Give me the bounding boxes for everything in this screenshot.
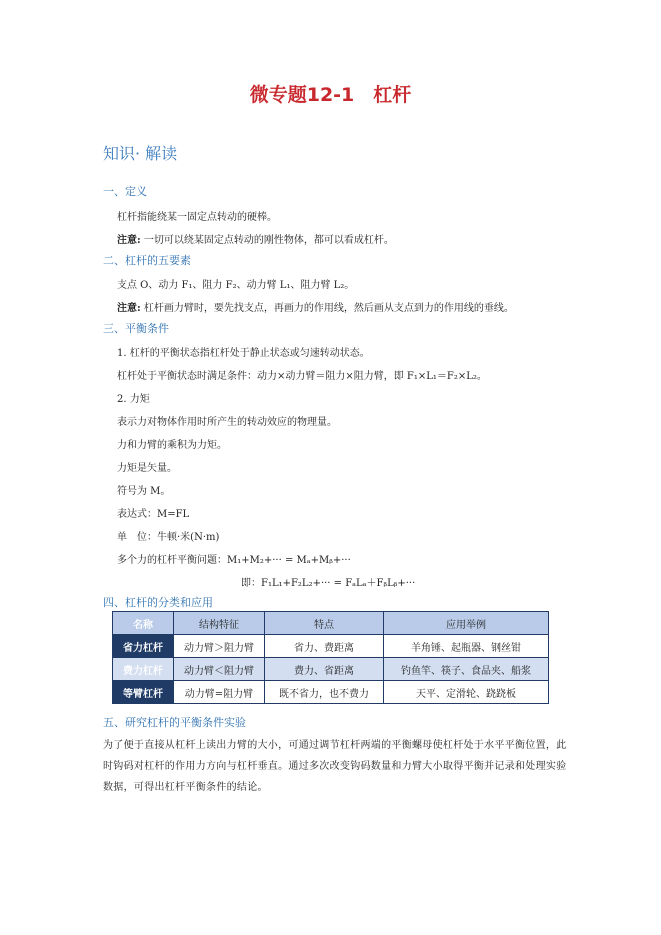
table-header-row	[113, 612, 549, 635]
balance-line: 即：F₁L₁+F₂L₂+··· = FₐLₐ＋FᵦLᵦ+···	[241, 578, 416, 589]
section-subtitle: 知识· 解读	[103, 144, 178, 163]
balance-line: 单 位：牛顿·米(N·m)	[117, 532, 220, 543]
table-row	[113, 658, 549, 681]
table-cell: 天平、定滑轮、跷跷板	[384, 681, 549, 704]
heading-experiment: 五、研究杠杆的平衡条件实验	[103, 716, 246, 729]
balance-line: 符号为 M。	[117, 486, 171, 497]
balance-line: 多个力的杠杆平衡问题：M₁+M₂+··· = Mₐ+Mᵦ+···	[117, 555, 351, 566]
table-row	[113, 681, 549, 704]
table-header-cell: 特点	[265, 612, 384, 635]
five-elements-note	[117, 299, 514, 314]
balance-line: 1. 杠杆的平衡状态指杠杆处于静止状态或匀速转动状态。	[117, 348, 370, 359]
definition-note	[117, 231, 394, 246]
note-text: 杠杆画力臂时，要先找支点，再画力的作用线，然后画从支点到力的作用线的垂线。	[140, 303, 514, 314]
table-row	[113, 635, 549, 658]
heading-balance: 三、平衡条件	[103, 322, 169, 335]
balance-line: 表达式：M=FL	[117, 509, 190, 520]
table-cell: 动力臂=阻力臂	[174, 681, 265, 704]
balance-line: 表示力对物体作用时所产生的转动效应的物理量。	[117, 417, 337, 428]
lever-classification-table	[112, 611, 549, 704]
table-cell: 羊角锤、起瓶器、钢丝钳	[384, 635, 549, 658]
balance-line: 力矩是矢量。	[117, 463, 177, 474]
balance-line: 杠杆处于平衡状态时满足条件：动力×动力臂＝阻力×阻力臂，即 F₁×L₁＝F₂×L₂。	[117, 371, 487, 382]
table-cell: 既不省力，也不费力	[265, 681, 384, 704]
note-text: 一切可以绕某固定点转动的刚性物体，都可以看成杠杆。	[140, 235, 394, 246]
note-label: 注意:	[117, 235, 141, 246]
experiment-paragraph: 为了便于直接从杠杆上读出力臂的大小，可通过调节杠杆两端的平衡螺母使杠杆处于水平平衡位置，此时钩码对杠杆的作用力方向与杠杆垂直。通过多次改变钩码数量和力臂大小取得平衡并记录和处理实验数据，可得出杠杆平衡条件的结论。	[103, 740, 567, 793]
page-title: 微专题12-1 杠杆	[249, 84, 412, 106]
definition-text: 杠杆指能绕某一固定点转动的硬棒。	[117, 212, 277, 223]
table-cell: 动力臂＜阻力臂	[174, 658, 265, 681]
heading-five-elements: 二、杠杆的五要素	[103, 254, 191, 267]
table-cell: 钓鱼竿、筷子、食品夹、船浆	[384, 658, 549, 681]
five-elements-text: 支点 O、动力 F₁、阻力 F₂、动力臂 L₁、阻力臂 L₂。	[117, 280, 355, 291]
table-cell: 费力、省距离	[265, 658, 384, 681]
balance-line: 2. 力矩	[117, 394, 150, 405]
table-cell: 省力杠杆	[113, 635, 174, 658]
table-cell: 等臂杠杆	[113, 681, 174, 704]
table-cell: 费力杠杆	[113, 658, 174, 681]
table-cell: 动力臂＞阻力臂	[174, 635, 265, 658]
heading-definition: 一、定义	[103, 185, 147, 198]
table-header-cell: 应用举例	[384, 612, 549, 635]
balance-line: 力和力臂的乘积为力矩。	[117, 440, 227, 451]
note-label: 注意:	[117, 303, 141, 314]
table-header-cell: 名称	[113, 612, 174, 635]
table-cell: 省力、费距离	[265, 635, 384, 658]
table-header-cell: 结构特征	[174, 612, 265, 635]
heading-classification: 四、杠杆的分类和应用	[103, 596, 213, 609]
